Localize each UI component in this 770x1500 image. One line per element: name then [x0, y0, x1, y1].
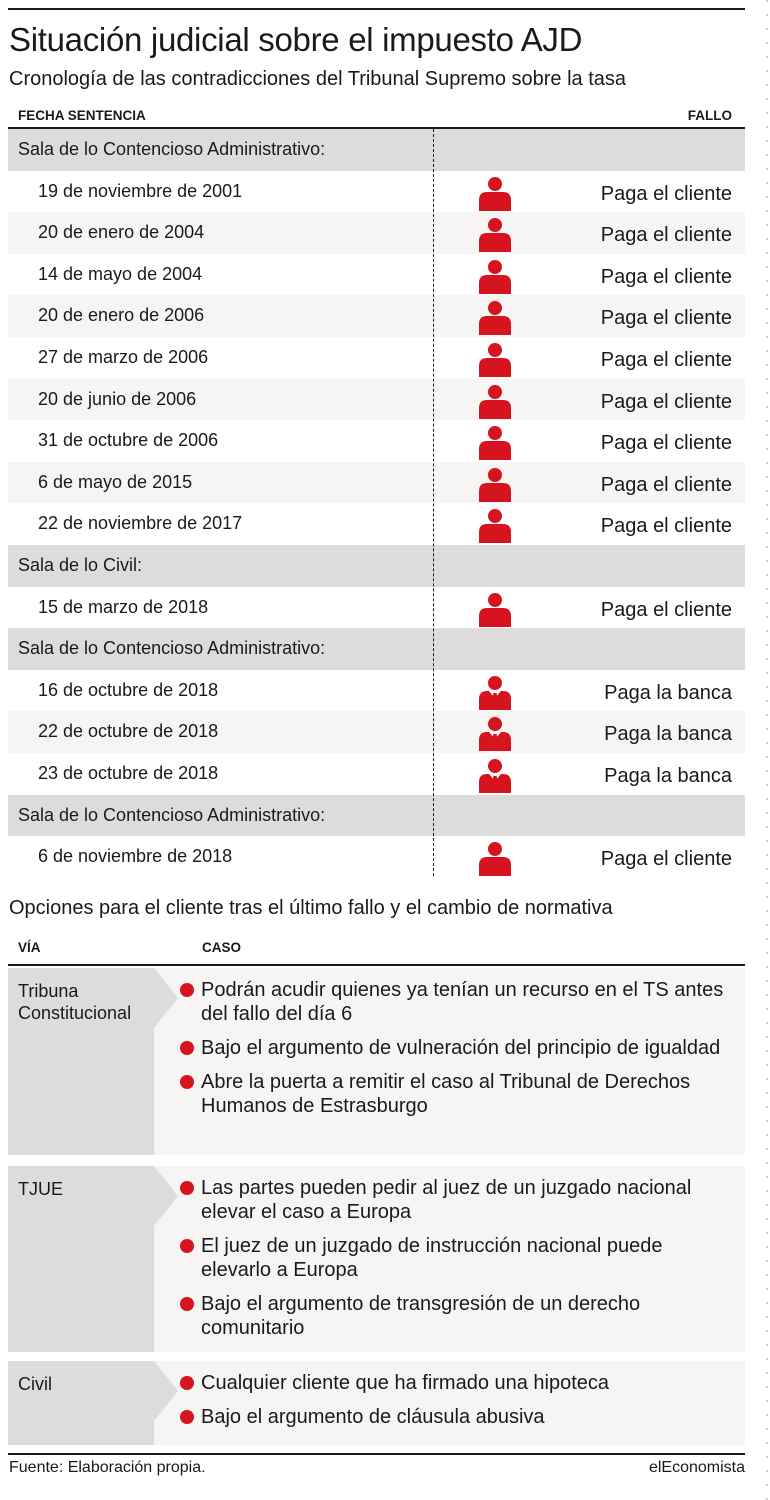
section-label: Sala de lo Contencioso Administrativo: — [18, 139, 326, 159]
ruling-date: 23 de octubre de 2018 — [38, 762, 219, 783]
case-text: Bajo el argumento de vulneración del principio de igualdad — [201, 1037, 721, 1059]
page-subtitle: Cronología de las contradicciones del Tribunal Supremo sobre la tasa — [9, 68, 627, 90]
client-person-icon — [477, 299, 513, 335]
section-label: Sala de lo Contencioso Administrativo: — [18, 804, 326, 825]
verdict-label: Paga la banca — [604, 681, 732, 704]
ruling-date: 6 de noviembre de 2018 — [38, 846, 233, 867]
brand-logo-text: elEconomista — [648, 1459, 745, 1476]
options-header — [8, 934, 745, 962]
bullet-dot-icon — [180, 1239, 194, 1253]
timeline-row — [8, 503, 745, 545]
timeline-row — [8, 670, 745, 712]
client-person-icon — [477, 466, 513, 502]
verdict-label: Paga el cliente — [600, 598, 732, 621]
client-person-icon — [477, 591, 513, 627]
bullet-dot-icon — [180, 1297, 194, 1311]
timeline-row — [8, 295, 745, 337]
option-block — [8, 968, 745, 1155]
ruling-date: 31 de octubre de 2006 — [38, 430, 219, 451]
case-item — [180, 1234, 735, 1282]
ruling-date: 14 de mayo de 2004 — [38, 263, 203, 284]
top-rule — [8, 8, 745, 10]
page-title: Situación judicial sobre el impuesto AJD — [9, 21, 583, 58]
section-header-row — [8, 545, 745, 587]
case-item — [180, 1036, 735, 1060]
case-text: Bajo el argumento de cláusula abusiva — [201, 1406, 545, 1428]
verdict-label: Paga el cliente — [600, 390, 732, 413]
case-text: Abre la puerta a remitir el caso al Tribunal de Derechos Humanos de Estrasburgo — [201, 1071, 691, 1117]
ruling-date: 22 de noviembre de 2017 — [38, 513, 243, 534]
bullet-dot-icon — [180, 1075, 194, 1089]
ruling-date: 20 de enero de 2006 — [38, 305, 205, 326]
case-text: El juez de un juzgado de instrucción nacional puede elevarlo a Europa — [201, 1235, 663, 1281]
verdict-label: Paga la banca — [604, 723, 732, 746]
section-header-row — [8, 795, 745, 837]
verdict-label: Paga el cliente — [600, 182, 732, 205]
ruling-date: 19 de noviembre de 2001 — [38, 180, 243, 201]
case-item — [180, 1176, 735, 1224]
client-person-icon — [477, 258, 513, 294]
case-item — [180, 1371, 735, 1395]
banker-tie-icon — [477, 715, 513, 751]
ruling-date: 6 de mayo de 2015 — [38, 471, 193, 492]
bottom-rule — [8, 1453, 745, 1455]
timeline-row — [8, 753, 745, 795]
via-label: TJUE — [18, 1179, 63, 1199]
bullet-dot-icon — [180, 1041, 194, 1055]
ruling-date: 22 de octubre de 2018 — [38, 721, 219, 742]
client-person-icon — [477, 507, 513, 543]
timeline-row — [8, 711, 745, 753]
via-label: Tribuna Constitucional — [18, 981, 132, 1023]
case-text: Podrán acudir quienes ya tenían un recurso en el TS antes del fallo del día 6 — [201, 979, 724, 1025]
verdict-label: Paga el cliente — [600, 348, 732, 371]
bullet-dot-icon — [180, 983, 194, 997]
verdict-label: Paga el cliente — [600, 265, 732, 288]
case-text: Cualquier cliente que ha firmado una hipoteca — [201, 1372, 610, 1394]
edge-dots — [766, 0, 768, 1500]
case-text: Bajo el argumento de transgresión de un derecho comunitario — [201, 1293, 641, 1339]
case-list — [180, 978, 735, 1128]
timeline-header — [8, 104, 745, 126]
case-list — [180, 1176, 735, 1350]
bullet-dot-icon — [180, 1410, 194, 1424]
via-column-header: VÍA — [18, 940, 41, 955]
timeline-row — [8, 379, 745, 421]
banker-tie-icon — [477, 757, 513, 793]
timeline-row — [8, 462, 745, 504]
case-item — [180, 1292, 735, 1340]
verdict-label: Paga el cliente — [600, 848, 732, 871]
ruling-date: 15 de marzo de 2018 — [38, 596, 209, 617]
timeline-row — [8, 212, 745, 254]
client-person-icon — [477, 175, 513, 211]
client-person-icon — [477, 383, 513, 419]
ruling-date: 27 de marzo de 2006 — [38, 346, 209, 367]
verdict-label: Paga el cliente — [600, 473, 732, 496]
column-divider — [433, 129, 434, 876]
timeline-row — [8, 171, 745, 213]
client-person-icon — [477, 216, 513, 252]
verdict-label: Paga el cliente — [600, 307, 732, 330]
verdict-label: Paga el cliente — [600, 432, 732, 455]
verdict-label: Paga el cliente — [600, 224, 732, 247]
verdict-label: Paga el cliente — [600, 515, 732, 538]
case-item — [180, 978, 735, 1026]
date-column-header: FECHA SENTENCIA — [18, 108, 146, 123]
case-column-header: CASO — [202, 940, 242, 955]
case-item — [180, 1070, 735, 1118]
case-list — [180, 1371, 735, 1439]
banker-tie-icon — [477, 674, 513, 710]
timeline-row — [8, 836, 745, 878]
bullet-dot-icon — [180, 1181, 194, 1195]
bullet-dot-icon — [180, 1376, 194, 1390]
ruling-date: 20 de enero de 2004 — [38, 222, 205, 243]
section-header-row — [8, 129, 745, 171]
timeline-row — [8, 254, 745, 296]
client-person-icon — [477, 341, 513, 377]
options-header-rule — [8, 964, 745, 966]
verdict-label: Paga la banca — [604, 764, 732, 787]
options-title: Opciones para el cliente tras el último fallo y el cambio de normativa — [9, 897, 613, 919]
ruling-date: 20 de junio de 2006 — [38, 388, 197, 409]
client-person-icon — [477, 840, 513, 876]
case-text: Las partes pueden pedir al juez de un juzgado nacional elevar el caso a Europa — [201, 1177, 692, 1223]
timeline-row — [8, 337, 745, 379]
option-block — [8, 1166, 745, 1352]
case-item — [180, 1405, 735, 1429]
verdict-column-header: FALLO — [687, 108, 732, 123]
option-block — [8, 1361, 745, 1445]
timeline-table — [8, 129, 745, 878]
section-header-row — [8, 628, 745, 670]
timeline-row — [8, 420, 745, 462]
via-label: Civil — [18, 1374, 52, 1394]
client-person-icon — [477, 424, 513, 460]
section-label: Sala de lo Contencioso Administrativo: — [18, 638, 326, 659]
source-note: Fuente: Elaboración propia. — [9, 1459, 206, 1476]
ruling-date: 16 de octubre de 2018 — [38, 679, 219, 700]
timeline-row — [8, 587, 745, 629]
section-label: Sala de lo Civil: — [18, 554, 143, 575]
